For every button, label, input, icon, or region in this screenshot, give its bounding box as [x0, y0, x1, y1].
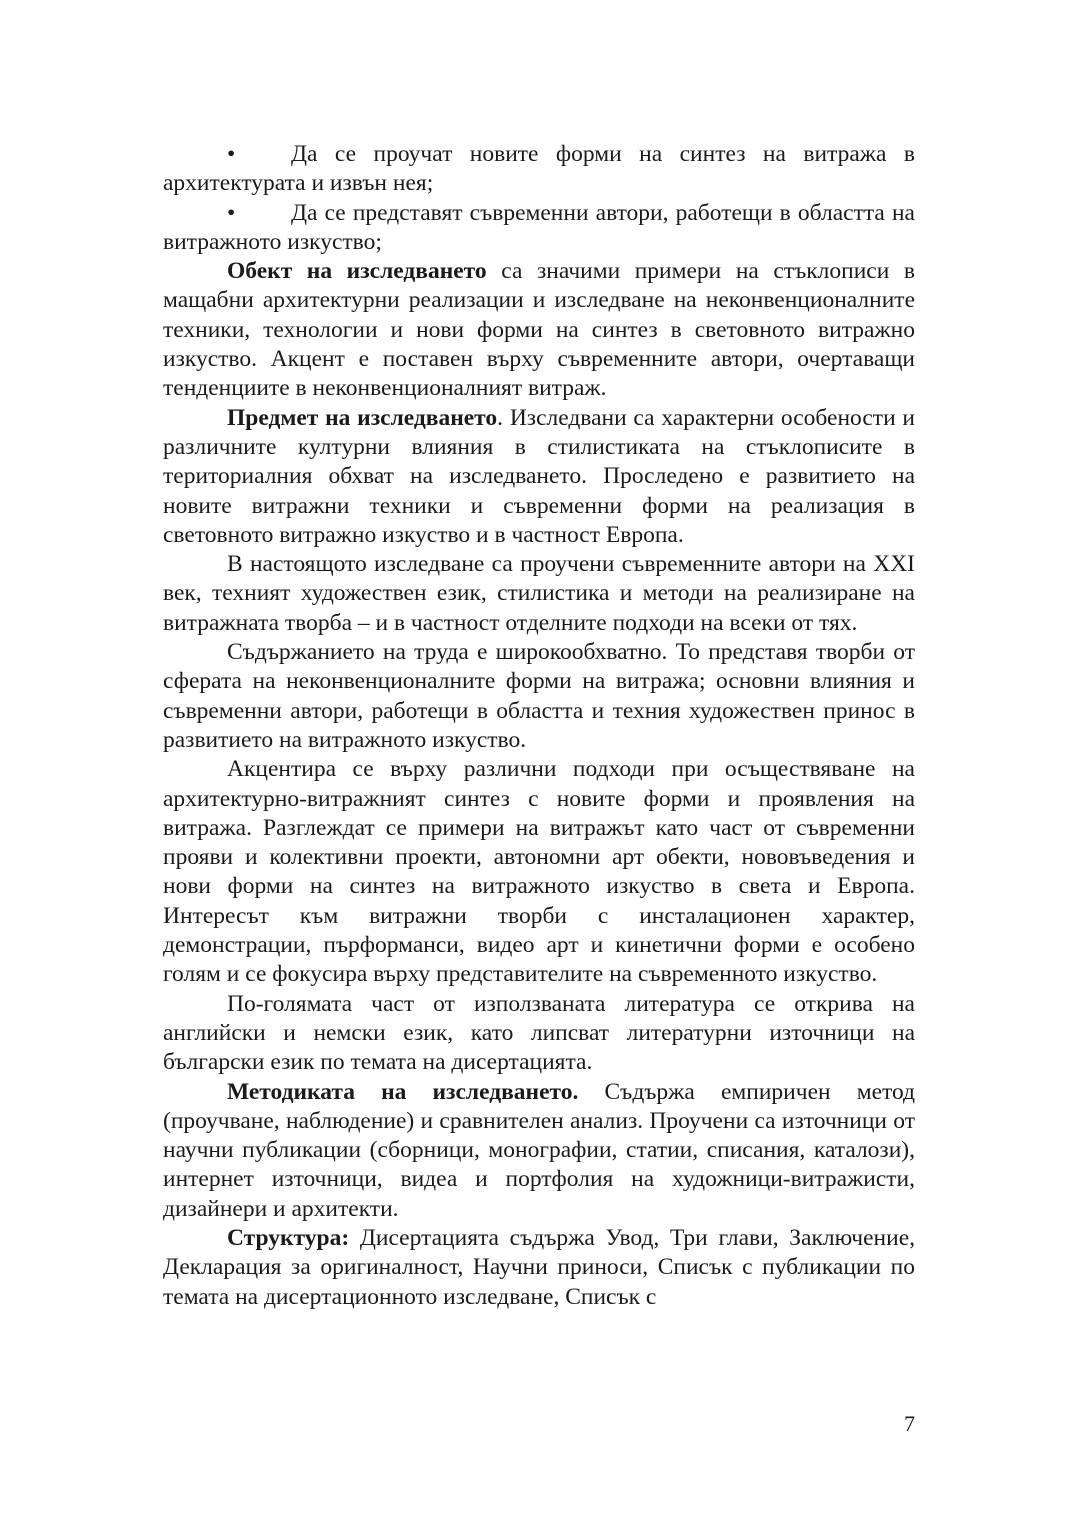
- paragraph: В настоящото изследване са проучени съвременните автори на XXI век, техният художествен език, стилистика и методи на реализиране на витражната творба – и в частност отделните подходи на всеки от тях.: [163, 551, 915, 636]
- methodology-heading: Методиката на изследването.: [227, 1078, 579, 1105]
- bullet-text: Да се представят съвременни автори, работещи в областта на витражното изкуство;: [163, 199, 915, 255]
- subject-paragraph: [163, 404, 915, 550]
- methodology-paragraph: [163, 1078, 915, 1224]
- page-number: 7: [904, 1411, 915, 1436]
- structure-heading: Структура:: [227, 1224, 350, 1251]
- structure-text: Дисертацията съдържа Увод, Три глави, Заключение, Декларация за оригиналност, Научни приноси, Списък с публикации по темата на дисертационното изследване, Списък с: [163, 1224, 915, 1310]
- subject-heading: Предмет на изследването: [227, 404, 498, 431]
- structure-paragraph: [163, 1224, 915, 1312]
- methodology-text: Съдържа емпиричен метод (проучване, наблюдение) и сравнителен анализ. Проучени са източници от научни публикации (сборници, монографии, статии, списания, каталози), интернет източници, видеа и портфолия на художници-витражисти, дизайнери и архитекти.: [163, 1078, 916, 1222]
- object-paragraph: [163, 257, 915, 403]
- bullet-item: [163, 140, 915, 199]
- bullet-item: [163, 199, 915, 258]
- object-text: са значими примери на стъклописи в мащабни архитектурни реализации и изследване на неконвенционалните техники, технологии и нови форми на синтез в световното витражно изкуство. Акцент е поставен върху съвременните автори, очертаващи тенденциите в неконвенционалният витраж.: [163, 258, 915, 402]
- paragraph: Съдържанието на труда е широкообхватно. То представя творби от сферата на неконвенционалните форми на витража; основни влияния и съвременни автори, работещи в областта и техния художествен принос в развитието на витражното изкуство.: [163, 639, 915, 753]
- bullet-icon: •: [227, 141, 236, 167]
- document-body: [163, 140, 915, 1312]
- object-heading: Обект на изследването: [227, 258, 487, 285]
- bullet-icon: •: [227, 199, 236, 226]
- paragraph: По-голямата част от използваната литература се открива на английски и немски език, като липсват литературни източници на български език по темата на дисертацията.: [163, 990, 915, 1076]
- bullet-text: Да се проучат новите форми на синтез на витража в архитектурата и извън нея;: [163, 141, 915, 197]
- subject-text: . Изследвани са характерни особености и различните културни влияния в стилистиката на стъклописите в териториалния обхват на изследването. Проследено е развитието на новите витражни техники и съвременни форми на реализация в световното витражно изкуство и в частност Европа.: [163, 404, 915, 548]
- paragraph: Акцентира се върху различни подходи при осъществяване на архитектурно-витражният синтез с новите форми и проявления на витража. Разглеждат се примери на витражът като част от съвременни прояви и колективни проекти, автономни арт обекти, нововъведения и нови форми на синтез на витражното изкуство в света и Европа. Интересът към витражни творби с инсталационен характер, демонстрации, пърформанси, видео арт и кинетични форми е особено голям и се фокусира върху представителите на съвременното изкуство.: [163, 756, 915, 988]
